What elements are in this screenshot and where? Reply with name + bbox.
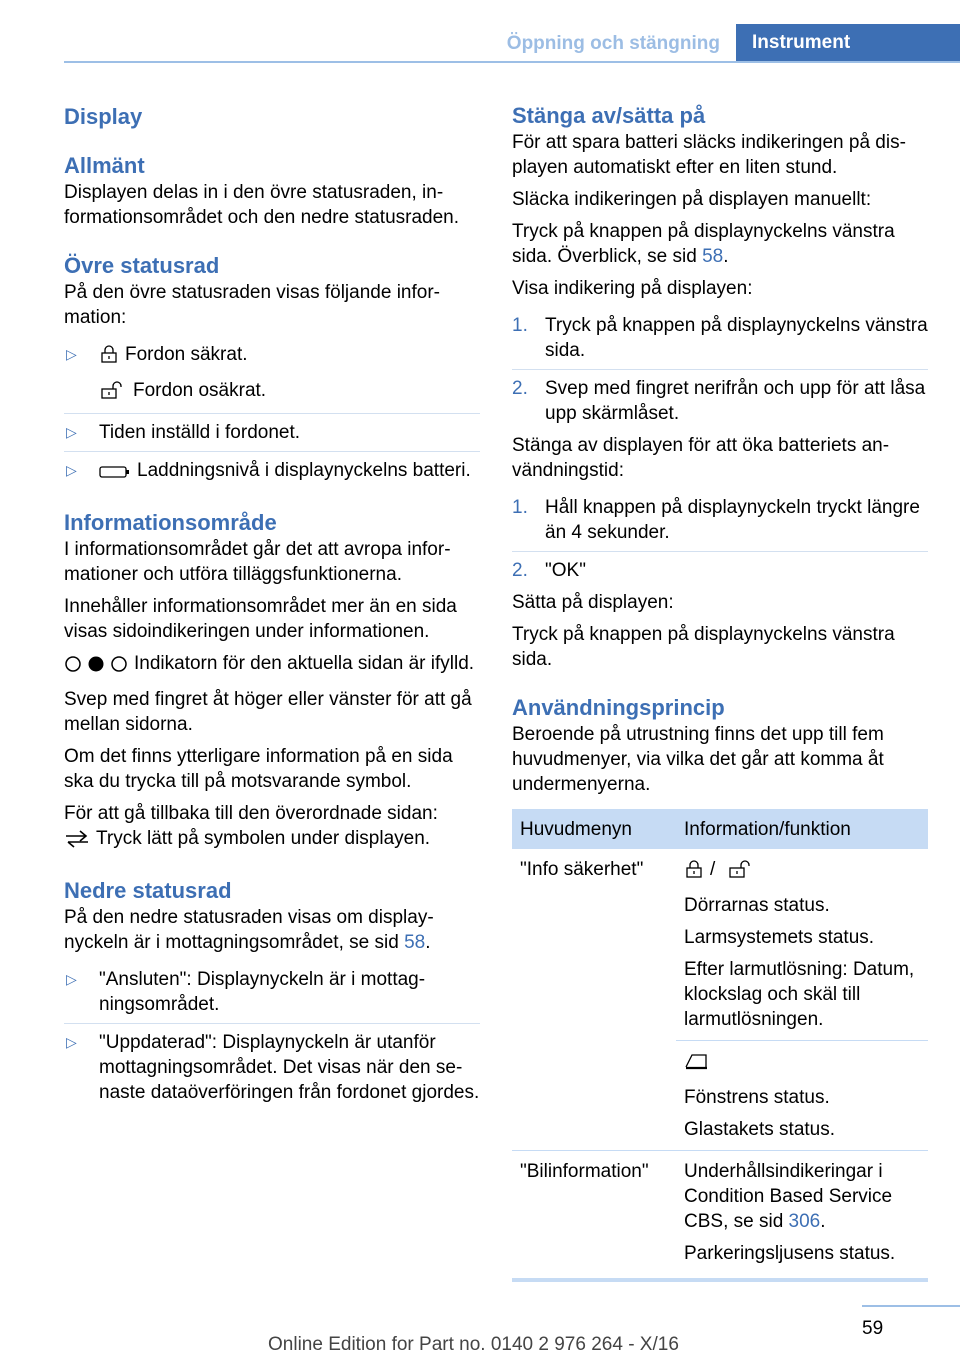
para-r1: För att spara batteri släcks indikeringen på displayen automatiskt efter en liten stund.: [512, 132, 906, 178]
para-nedre-text: På den nedre statusraden visas om displaynyckeln är i mottagningsområdet, se sid: [64, 907, 434, 953]
step-text: Tryck på knappen på displaynyckelns vänstra sida.: [545, 315, 928, 361]
header-chapter-tab: Instrument: [736, 24, 960, 62]
para-r7: Tryck på knappen på displaynyckelns vänstra sida.: [512, 624, 895, 670]
para-info-3: [64, 651, 480, 680]
table-cell: "Info säkerhet": [520, 859, 644, 880]
heading-ovre-statusrad: Övre statusrad: [64, 253, 220, 278]
battery-icon: [99, 462, 131, 487]
step-text: Svep med fingret nerifrån och upp för att låsa upp skärmlåset.: [545, 378, 926, 424]
heading-informationsomrade: Informationsområde: [64, 510, 277, 535]
page-number-rule: [862, 1305, 960, 1307]
table-cell: [676, 1041, 928, 1151]
table-header-cell: Information/funktion: [676, 809, 928, 849]
header-rule: [64, 61, 960, 63]
para-r8: Beroende på utrustning finns det upp till fem huvudmenyer, via vilka det går att komma åt undermenyerna.: [512, 724, 884, 795]
list-item: [64, 342, 480, 407]
para-info-6b-text: Tryck lätt på symbolen under displayen.: [96, 828, 431, 849]
list-item: [64, 413, 480, 445]
para-info-5: Om det finns ytterligare information på en sida ska du trycka till på motsvarande symbol.: [64, 746, 453, 792]
table-header-cell: Huvudmenyn: [512, 809, 676, 849]
list-item-text: Fordon säkrat.: [125, 344, 248, 365]
list-item: [512, 313, 928, 363]
left-column: [64, 102, 480, 1105]
list-item: [64, 1023, 480, 1105]
lock-closed-icon: [684, 859, 704, 886]
para-info-4: Svep med fingret åt höger eller vänster för att gå mellan sidorna.: [64, 689, 472, 735]
para-nedre-end: .: [425, 932, 431, 953]
step-number: 1.: [512, 497, 528, 518]
para-info-2: Innehåller informationsområdet mer än en sida visas sidoindikeringen under informationen.: [64, 596, 457, 642]
para-r2: Släcka indikeringen på displayen manuellt:: [512, 189, 872, 210]
table-header-row: [512, 809, 928, 849]
window-icon: [684, 1051, 710, 1078]
page-link[interactable]: 306: [788, 1211, 821, 1232]
para-info-1: I informationsområdet går det att avropa informationer och utföra tilläggsfunktionerna.: [64, 539, 451, 585]
table-row: [512, 849, 928, 1041]
steps-list-2: [512, 495, 928, 583]
para-info-6-text: För att gå tillbaka till den överordnade sidan:: [64, 803, 438, 824]
page-link[interactable]: 58: [702, 246, 724, 267]
lock-open-icon: [727, 859, 755, 886]
list-item-sub: [99, 378, 480, 407]
cell-text-end: .: [820, 1211, 826, 1232]
table-cell: [676, 849, 928, 1041]
list-item: [64, 451, 480, 487]
table-row: [512, 1151, 928, 1275]
cell-text: Efter larmutlösning: Datum, klockslag och skäl till larmutlösningen.: [684, 959, 915, 1030]
step-text: "OK": [545, 560, 586, 581]
para-r6: Sätta på displayen:: [512, 592, 674, 613]
lock-open-icon: [99, 380, 127, 407]
back-arrow-icon: [64, 830, 90, 855]
right-column: [512, 102, 928, 1282]
para-r3: [512, 219, 928, 269]
para-r3-end: .: [723, 246, 729, 267]
cell-text: [684, 1159, 920, 1234]
step-number: 2.: [512, 378, 528, 399]
menu-table: [512, 809, 928, 1274]
table-cell: "Bilinformation": [512, 1151, 676, 1275]
para-r3-text: Tryck på knappen på displaynyckelns vänstra sida. Överblick, se sid: [512, 221, 895, 267]
lock-closed-icon: [99, 344, 119, 371]
table-row: [512, 1041, 928, 1151]
cell-text: Glastakets status.: [684, 1119, 836, 1140]
list-item: [512, 369, 928, 426]
header-section-title: Öppning och stängning: [506, 33, 720, 54]
list-item-text: Fordon osäkrat.: [133, 380, 267, 401]
table-bottom-rule: [512, 1278, 928, 1282]
table-cell: [676, 1151, 928, 1275]
para-r5: Stänga av displayen för att öka batteriets användningstid:: [512, 435, 890, 481]
step-text: Håll knappen på displaynyckeln tryckt längre än 4 sekunder.: [545, 497, 920, 543]
ovre-list: [64, 342, 480, 487]
cell-text: Larmsystemets status.: [684, 927, 875, 948]
list-item: [512, 551, 928, 583]
para-ovre: På den övre statusraden visas följande information:: [64, 282, 440, 328]
nedre-list: [64, 967, 480, 1105]
para-info-3-text: Indikatorn för den aktuella sidan är ifylld.: [134, 653, 475, 674]
list-item-text: Laddningsnivå i displaynyckelns batteri.: [137, 460, 471, 481]
table-cell: [512, 1041, 676, 1151]
slash-separator: /: [710, 859, 716, 880]
cell-text: Parkeringsljusens status.: [684, 1243, 896, 1264]
heading-anvandningsprincip: Användningsprincip: [512, 695, 725, 720]
heading-stanga: Stänga av/sätta på: [512, 103, 706, 128]
step-number: 1.: [512, 315, 528, 336]
cell-text-part: Underhållsindikeringar i Condition Based Service CBS, se sid: [684, 1161, 893, 1232]
para-info-6: [64, 801, 480, 855]
page-number: 59: [862, 1318, 884, 1339]
list-item-text: Tiden inställd i fordonet.: [99, 422, 301, 443]
para-nedre: [64, 905, 480, 955]
steps-list-1: [512, 313, 928, 426]
footer-edition: Online Edition for Part no. 0140 2 976 264 - X/16: [268, 1334, 679, 1355]
list-item-text: "Uppdaterad": Displaynyckeln är utanför mottagningsområdet. Det visas när den senaste dataöverföringen från fordonet gjordes.: [99, 1032, 480, 1103]
heading-nedre-statusrad: Nedre statusrad: [64, 878, 232, 903]
page-link[interactable]: 58: [404, 932, 426, 953]
para-allmant: Displayen delas in i den övre statusraden, informationsområdet och den nedre statusraden.: [64, 182, 460, 228]
para-r4: Visa indikering på displayen:: [512, 278, 753, 299]
heading-display: Display: [64, 104, 143, 129]
list-item-text: "Ansluten": Displaynyckeln är i mottagningsområdet.: [99, 969, 426, 1015]
list-item: [512, 495, 928, 545]
list-item: [64, 967, 480, 1017]
step-number: 2.: [512, 560, 528, 581]
heading-allmant: Allmänt: [64, 153, 145, 178]
cell-text: Fönstrens status.: [684, 1087, 830, 1108]
page-indicator-icon: [64, 655, 128, 680]
cell-text: Dörrarnas status.: [684, 895, 830, 916]
